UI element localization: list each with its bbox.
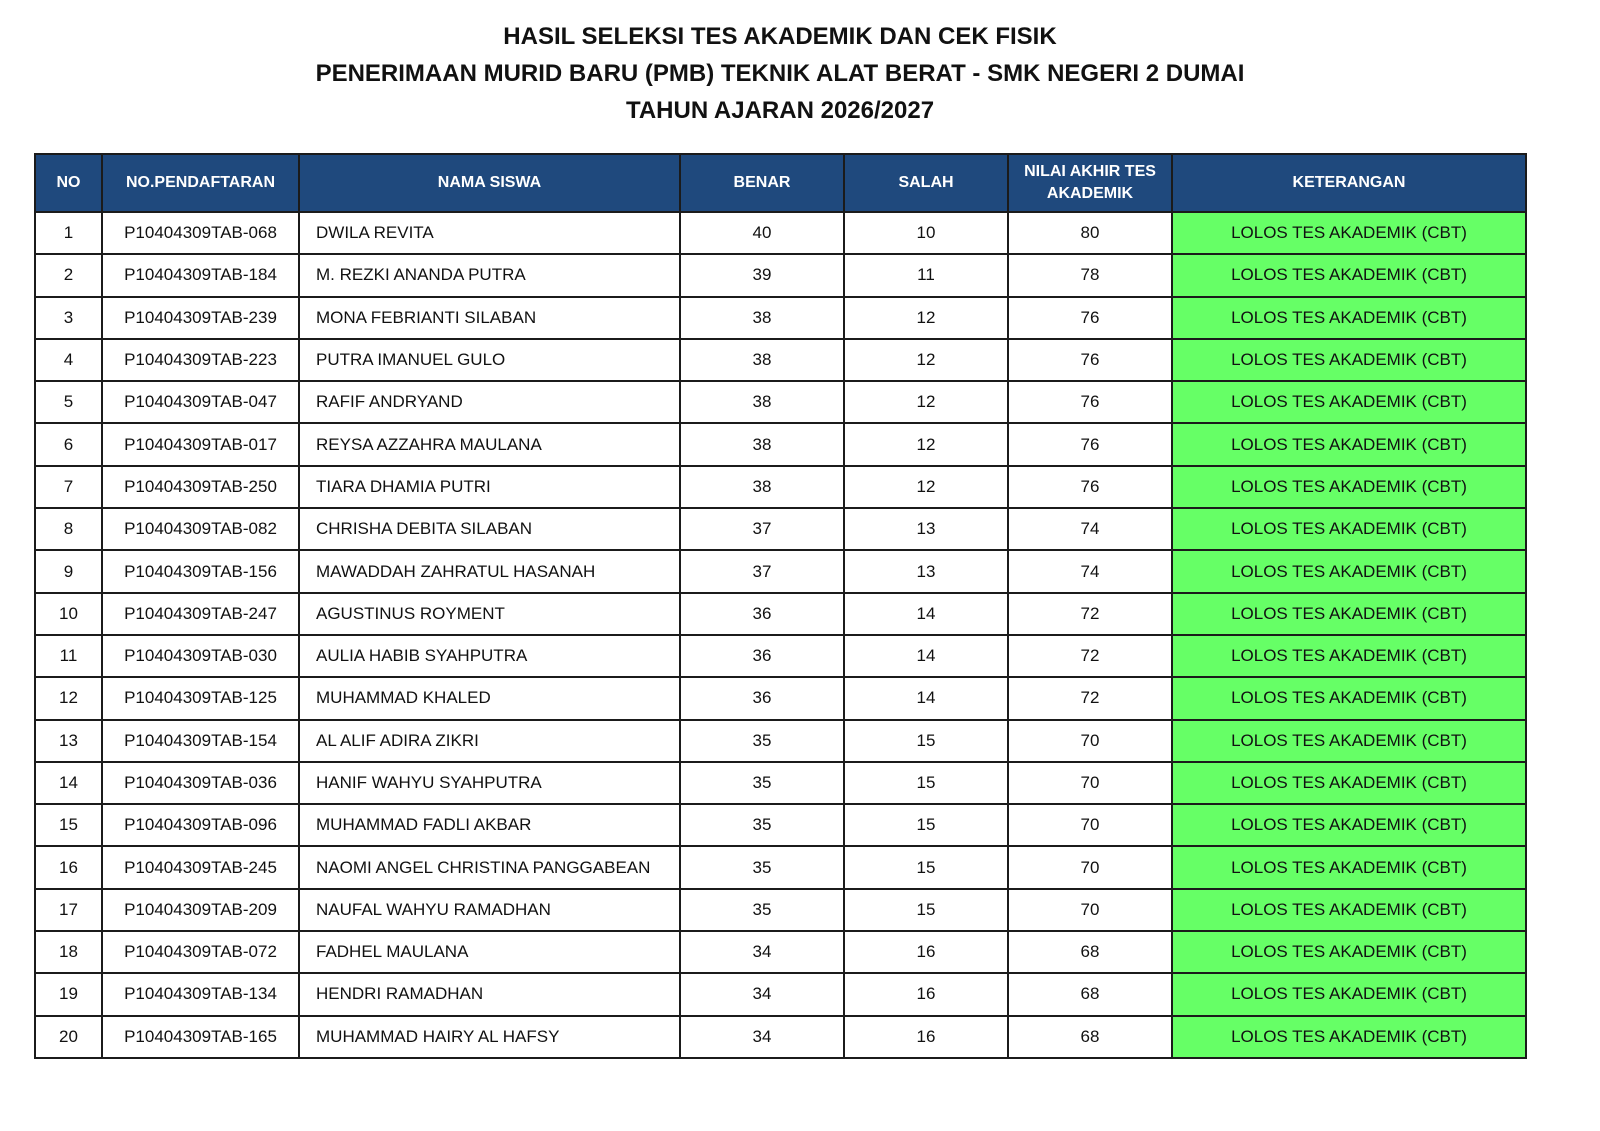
cell-wrong: 10	[844, 212, 1008, 254]
cell-registration-number: P10404309TAB-068	[102, 212, 299, 254]
cell-correct: 40	[680, 212, 844, 254]
cell-remarks: LOLOS TES AKADEMIK (CBT)	[1172, 804, 1526, 846]
cell-correct: 38	[680, 297, 844, 339]
cell-registration-number: P10404309TAB-184	[102, 254, 299, 296]
table-row	[35, 423, 1526, 465]
cell-correct: 37	[680, 508, 844, 550]
cell-no: 15	[35, 804, 102, 846]
table-row	[35, 381, 1526, 423]
cell-final-score: 72	[1008, 635, 1172, 677]
results-table	[34, 153, 1527, 1059]
cell-correct: 38	[680, 339, 844, 381]
cell-student-name: MUHAMMAD KHALED	[299, 677, 680, 719]
table-row	[35, 593, 1526, 635]
cell-student-name: MUHAMMAD HAIRY AL HAFSY	[299, 1016, 680, 1058]
cell-registration-number: P10404309TAB-250	[102, 466, 299, 508]
cell-wrong: 12	[844, 423, 1008, 465]
cell-final-score: 72	[1008, 593, 1172, 635]
cell-registration-number: P10404309TAB-247	[102, 593, 299, 635]
cell-wrong: 14	[844, 677, 1008, 719]
cell-correct: 35	[680, 804, 844, 846]
cell-wrong: 16	[844, 1016, 1008, 1058]
cell-wrong: 12	[844, 381, 1008, 423]
cell-wrong: 12	[844, 339, 1008, 381]
cell-registration-number: P10404309TAB-134	[102, 973, 299, 1015]
table-row	[35, 720, 1526, 762]
cell-registration-number: P10404309TAB-036	[102, 762, 299, 804]
table-row	[35, 508, 1526, 550]
cell-remarks: LOLOS TES AKADEMIK (CBT)	[1172, 381, 1526, 423]
table-header	[35, 154, 1526, 212]
cell-no: 3	[35, 297, 102, 339]
cell-correct: 36	[680, 635, 844, 677]
cell-remarks: LOLOS TES AKADEMIK (CBT)	[1172, 677, 1526, 719]
cell-registration-number: P10404309TAB-209	[102, 889, 299, 931]
cell-no: 19	[35, 973, 102, 1015]
cell-final-score: 76	[1008, 339, 1172, 381]
header-final-score: NILAI AKHIR TES AKADEMIK	[1008, 154, 1172, 212]
cell-no: 4	[35, 339, 102, 381]
cell-student-name: TIARA DHAMIA PUTRI	[299, 466, 680, 508]
cell-final-score: 68	[1008, 973, 1172, 1015]
cell-remarks: LOLOS TES AKADEMIK (CBT)	[1172, 508, 1526, 550]
table-body	[35, 212, 1526, 1058]
cell-student-name: DWILA REVITA	[299, 212, 680, 254]
cell-no: 18	[35, 931, 102, 973]
table-row	[35, 550, 1526, 592]
header-remarks: KETERANGAN	[1172, 154, 1526, 212]
table-row	[35, 1016, 1526, 1058]
cell-correct: 38	[680, 381, 844, 423]
cell-correct: 34	[680, 1016, 844, 1058]
cell-student-name: REYSA AZZAHRA MAULANA	[299, 423, 680, 465]
cell-remarks: LOLOS TES AKADEMIK (CBT)	[1172, 1016, 1526, 1058]
cell-student-name: PUTRA IMANUEL GULO	[299, 339, 680, 381]
cell-remarks: LOLOS TES AKADEMIK (CBT)	[1172, 762, 1526, 804]
cell-student-name: M. REZKI ANANDA PUTRA	[299, 254, 680, 296]
cell-remarks: LOLOS TES AKADEMIK (CBT)	[1172, 593, 1526, 635]
cell-remarks: LOLOS TES AKADEMIK (CBT)	[1172, 973, 1526, 1015]
table-row	[35, 635, 1526, 677]
cell-wrong: 15	[844, 720, 1008, 762]
cell-final-score: 70	[1008, 720, 1172, 762]
cell-registration-number: P10404309TAB-030	[102, 635, 299, 677]
cell-remarks: LOLOS TES AKADEMIK (CBT)	[1172, 297, 1526, 339]
cell-registration-number: P10404309TAB-165	[102, 1016, 299, 1058]
cell-student-name: NAOMI ANGEL CHRISTINA PANGGABEAN	[299, 846, 680, 888]
cell-correct: 35	[680, 762, 844, 804]
title-line-3: TAHUN AJARAN 2026/2027	[625, 97, 935, 124]
cell-correct: 36	[680, 677, 844, 719]
cell-student-name: MUHAMMAD FADLI AKBAR	[299, 804, 680, 846]
cell-registration-number: P10404309TAB-125	[102, 677, 299, 719]
cell-no: 10	[35, 593, 102, 635]
cell-registration-number: P10404309TAB-047	[102, 381, 299, 423]
cell-remarks: LOLOS TES AKADEMIK (CBT)	[1172, 466, 1526, 508]
cell-remarks: LOLOS TES AKADEMIK (CBT)	[1172, 931, 1526, 973]
cell-registration-number: P10404309TAB-072	[102, 931, 299, 973]
table-row	[35, 762, 1526, 804]
cell-wrong: 15	[844, 762, 1008, 804]
cell-final-score: 78	[1008, 254, 1172, 296]
cell-remarks: LOLOS TES AKADEMIK (CBT)	[1172, 254, 1526, 296]
cell-wrong: 12	[844, 297, 1008, 339]
title-line-2: PENERIMAAN MURID BARU (PMB) TEKNIK ALAT BERAT - SMK NEGERI 2 DUMAI	[315, 60, 1245, 87]
cell-final-score: 68	[1008, 1016, 1172, 1058]
header-registration-number: NO.PENDAFTARAN	[102, 154, 299, 212]
cell-no: 14	[35, 762, 102, 804]
cell-final-score: 76	[1008, 297, 1172, 339]
cell-no: 12	[35, 677, 102, 719]
cell-wrong: 15	[844, 846, 1008, 888]
cell-no: 17	[35, 889, 102, 931]
table-row	[35, 339, 1526, 381]
cell-student-name: AL ALIF ADIRA ZIKRI	[299, 720, 680, 762]
cell-wrong: 16	[844, 973, 1008, 1015]
cell-final-score: 74	[1008, 550, 1172, 592]
cell-student-name: RAFIF ANDRYAND	[299, 381, 680, 423]
cell-remarks: LOLOS TES AKADEMIK (CBT)	[1172, 339, 1526, 381]
cell-remarks: LOLOS TES AKADEMIK (CBT)	[1172, 720, 1526, 762]
cell-registration-number: P10404309TAB-154	[102, 720, 299, 762]
cell-registration-number: P10404309TAB-239	[102, 297, 299, 339]
cell-student-name: AULIA HABIB SYAHPUTRA	[299, 635, 680, 677]
header-no: NO	[35, 154, 102, 212]
cell-no: 16	[35, 846, 102, 888]
cell-remarks: LOLOS TES AKADEMIK (CBT)	[1172, 889, 1526, 931]
cell-correct: 35	[680, 846, 844, 888]
cell-final-score: 76	[1008, 466, 1172, 508]
document-title	[0, 18, 1560, 129]
header-student-name: NAMA SISWA	[299, 154, 680, 212]
cell-final-score: 76	[1008, 423, 1172, 465]
cell-no: 8	[35, 508, 102, 550]
table-row	[35, 466, 1526, 508]
cell-final-score: 74	[1008, 508, 1172, 550]
table-row	[35, 212, 1526, 254]
cell-no: 6	[35, 423, 102, 465]
cell-wrong: 13	[844, 550, 1008, 592]
cell-remarks: LOLOS TES AKADEMIK (CBT)	[1172, 550, 1526, 592]
cell-correct: 38	[680, 423, 844, 465]
cell-registration-number: P10404309TAB-245	[102, 846, 299, 888]
cell-wrong: 11	[844, 254, 1008, 296]
table-row	[35, 804, 1526, 846]
cell-no: 1	[35, 212, 102, 254]
cell-no: 7	[35, 466, 102, 508]
cell-registration-number: P10404309TAB-082	[102, 508, 299, 550]
cell-final-score: 72	[1008, 677, 1172, 719]
table-row	[35, 931, 1526, 973]
cell-student-name: CHRISHA DEBITA SILABAN	[299, 508, 680, 550]
cell-final-score: 76	[1008, 381, 1172, 423]
cell-no: 13	[35, 720, 102, 762]
cell-correct: 36	[680, 593, 844, 635]
cell-wrong: 14	[844, 635, 1008, 677]
cell-final-score: 80	[1008, 212, 1172, 254]
cell-student-name: MAWADDAH ZAHRATUL HASANAH	[299, 550, 680, 592]
cell-registration-number: P10404309TAB-096	[102, 804, 299, 846]
cell-wrong: 15	[844, 889, 1008, 931]
cell-no: 9	[35, 550, 102, 592]
cell-final-score: 70	[1008, 889, 1172, 931]
cell-remarks: LOLOS TES AKADEMIK (CBT)	[1172, 635, 1526, 677]
cell-registration-number: P10404309TAB-223	[102, 339, 299, 381]
cell-final-score: 68	[1008, 931, 1172, 973]
cell-student-name: MONA FEBRIANTI SILABAN	[299, 297, 680, 339]
table-row	[35, 297, 1526, 339]
cell-student-name: HANIF WAHYU SYAHPUTRA	[299, 762, 680, 804]
table-row	[35, 846, 1526, 888]
cell-student-name: NAUFAL WAHYU RAMADHAN	[299, 889, 680, 931]
table-row	[35, 677, 1526, 719]
cell-correct: 39	[680, 254, 844, 296]
cell-remarks: LOLOS TES AKADEMIK (CBT)	[1172, 423, 1526, 465]
cell-wrong: 14	[844, 593, 1008, 635]
table-row	[35, 889, 1526, 931]
cell-wrong: 16	[844, 931, 1008, 973]
table-row	[35, 973, 1526, 1015]
cell-correct: 34	[680, 931, 844, 973]
cell-final-score: 70	[1008, 804, 1172, 846]
cell-correct: 35	[680, 889, 844, 931]
cell-wrong: 12	[844, 466, 1008, 508]
cell-remarks: LOLOS TES AKADEMIK (CBT)	[1172, 212, 1526, 254]
cell-no: 11	[35, 635, 102, 677]
cell-student-name: FADHEL MAULANA	[299, 931, 680, 973]
cell-correct: 38	[680, 466, 844, 508]
cell-no: 5	[35, 381, 102, 423]
cell-correct: 35	[680, 720, 844, 762]
header-correct: BENAR	[680, 154, 844, 212]
cell-correct: 37	[680, 550, 844, 592]
cell-wrong: 13	[844, 508, 1008, 550]
title-line-1: HASIL SELEKSI TES AKADEMIK DAN CEK FISIK	[503, 23, 1057, 50]
cell-correct: 34	[680, 973, 844, 1015]
cell-student-name: AGUSTINUS ROYMENT	[299, 593, 680, 635]
cell-remarks: LOLOS TES AKADEMIK (CBT)	[1172, 846, 1526, 888]
table-row	[35, 254, 1526, 296]
cell-student-name: HENDRI RAMADHAN	[299, 973, 680, 1015]
header-wrong: SALAH	[844, 154, 1008, 212]
cell-final-score: 70	[1008, 762, 1172, 804]
cell-wrong: 15	[844, 804, 1008, 846]
cell-registration-number: P10404309TAB-156	[102, 550, 299, 592]
cell-registration-number: P10404309TAB-017	[102, 423, 299, 465]
cell-no: 2	[35, 254, 102, 296]
header-row	[35, 154, 1526, 212]
cell-final-score: 70	[1008, 846, 1172, 888]
cell-no: 20	[35, 1016, 102, 1058]
